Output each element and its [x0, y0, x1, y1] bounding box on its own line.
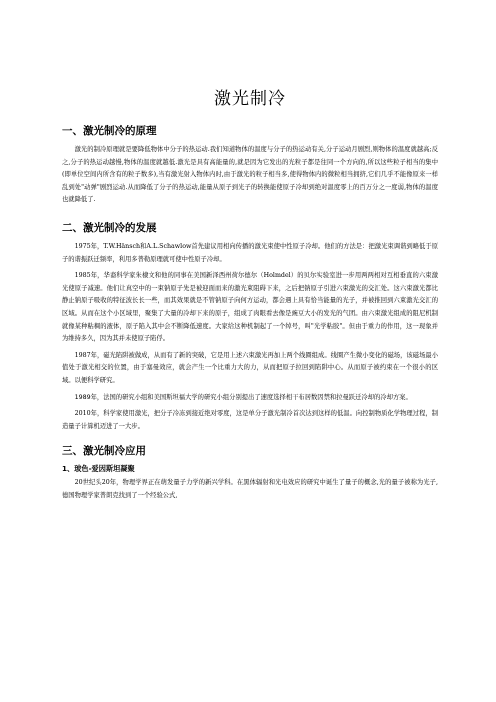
section-applications: [62, 443, 438, 502]
section-development: [62, 220, 438, 433]
subsection-heading: 1、玻色-爱因斯坦凝聚: [62, 464, 135, 474]
paragraph: 1975年，T.W.Hänsch和A.L.Schawlow首先建议用相向传播的激光束使中性原子冷却。他们的方法是：把激光束调谐到略低于原子的谐振跃迁频率，利用多普勒原理就可使中性原子冷却。: [62, 242, 438, 263]
paragraph: 1985年，华裔科学家朱棣文和他的同事在美国新泽西州荷尔德尔（Holmdel）的贝尔实验室进一步用两两相对互相垂直的六束激光使原子减速。他们让真空中的一束钠原子先是被迎面而来的激光束阻碍下来，之后把钠原子引进六束激光的交汇处。这六束激光都比静止钠原子吸收的特征波长长一些，而其效果就是不管钠原子向何方运动，都会遇上具有恰当能量的光子，并被推回到六束激光交汇的区域。从而在这个小区域里，聚集了大量的冷却下来的原子，组成了肉眼看去像是豌豆大小的发光的气团。由六束激光组成的阻尼机制就像某种粘稠的液体，原子陷入其中会不断降低速度。大家给这种机制起了一个绰号，叫"光学粘胶"。但由于重力的作用，这一现象并为维持多久，因为其并未使原子陷俘。: [62, 272, 438, 343]
section-heading: 一、激光制冷的原理: [62, 125, 157, 137]
paragraph: 激光的制冷原理就是要降低物体中分子的热运动.我们知道物体的温度与分子的热运动有关,分子运动月剧烈,则物体的温度就越高;反之,分子的热运动越慢,物体的温度就越低.激光是具有高能量的,就是因为它发出的光粒子都是往同一个方向的,所以这些粒子相当的集中(即单位空间内所含有的粒子数多),当有激光射入物体内时,由于激光的粒子相当多,使得物体内的微粒相当拥挤,它们几乎不能像原来一样乱到处"动弹"剧烈运动.从而降低了分子的热运动,能量从原子到光子的转换能使原子冷却到绝对温度零上的百万分之一度弱,物体的温度也就降低了.: [62, 146, 438, 204]
paragraph: 20世纪头20年，物理学界正在萌发量子力学的新兴学科。在黑体辐射和光电效应的研究中诞生了量子的概念,光的量子被称为光子,德国物理学家普朗克找到了一个经验公式,: [62, 479, 438, 499]
paragraph: 2010年，科学家使用激光，把分子冷冻到接近绝对零度，这是单分子激光制冷首次达到这样的低温。向控制物质化学物理过程，制造量子计算机迈进了一大步。: [62, 410, 438, 430]
section-principle: [62, 123, 438, 207]
paragraph: 1987年，磁光陷阱被做成，从而有了新的突破，它是用上述六束激光再加上两个线圈组成。线圈产生微小变化的磁场，该磁场最小值处于激光相交的位置，由于塞曼效应，就会产生一个比重力大的力，从而把原子拉回到陷阱中心。从而原子被约束在一个很小的区域。以便科学研究。: [62, 351, 438, 384]
paragraph: 1989年，法国的研究小组和美国斯坦福大学的研究小组分别提出了速度选择相干布居数因禁和拉曼跃迁冷却的冷却方案。: [74, 393, 412, 401]
section-heading: 二、激光制冷的发展: [62, 221, 157, 234]
section-heading: 三、激光制冷应用: [62, 445, 146, 458]
doc-title: 激光制冷: [214, 89, 286, 109]
